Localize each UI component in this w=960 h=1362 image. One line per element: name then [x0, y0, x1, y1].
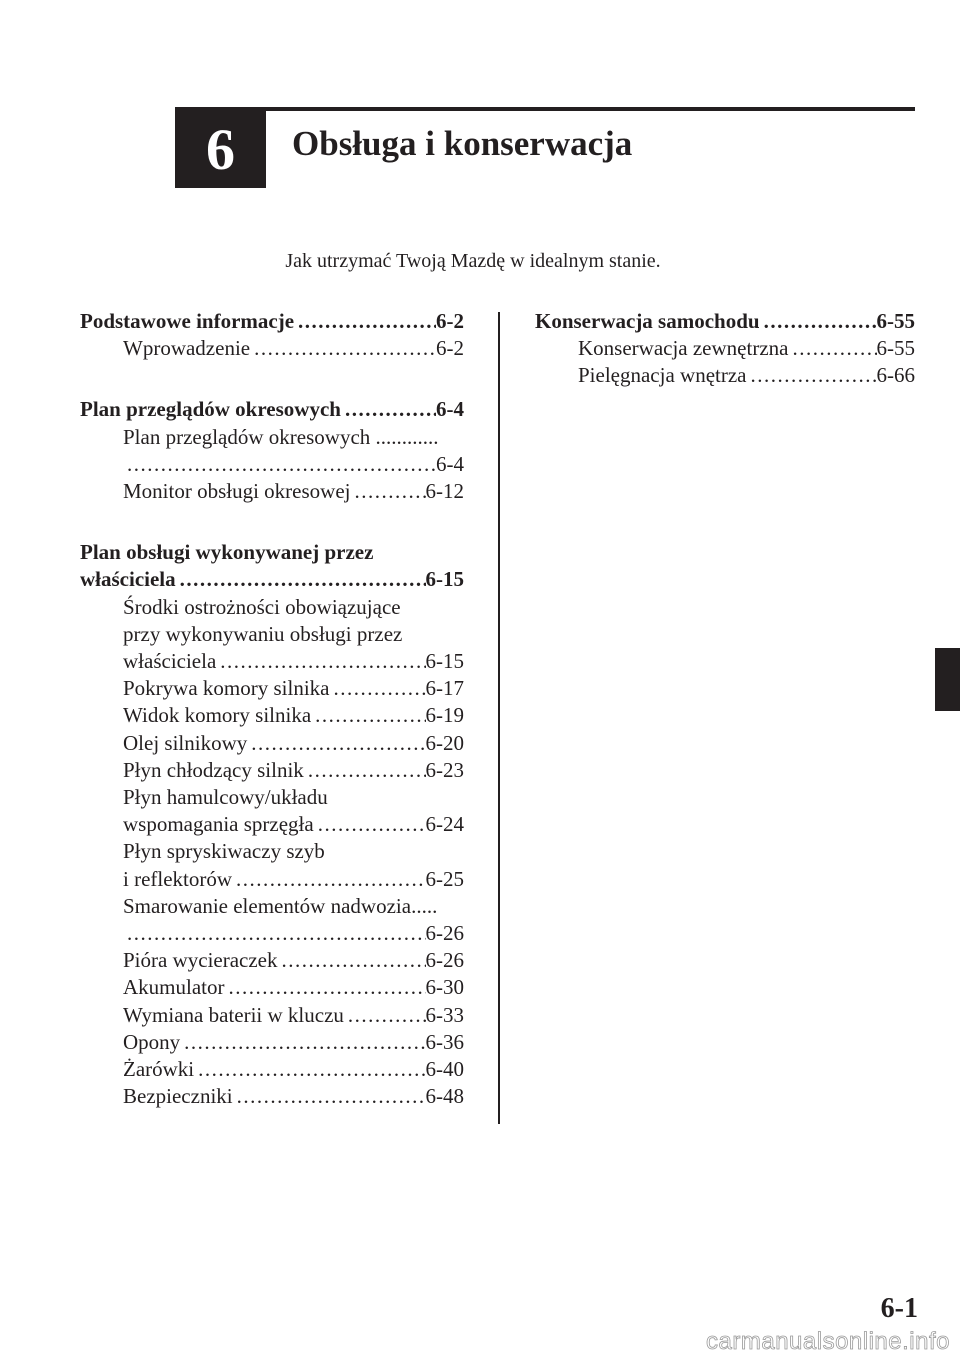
toc-section-heading[interactable]	[80, 539, 464, 593]
toc-leader-dots	[224, 974, 425, 1001]
chapter-number: 6	[206, 117, 235, 182]
chapter-title: Obsługa i konserwacja	[292, 124, 633, 163]
toc-entry-label: Widok komory silnika	[123, 703, 312, 728]
toc-subentry[interactable]	[80, 974, 464, 1001]
toc-entry-label: Wymiana baterii w kluczu	[123, 1002, 344, 1027]
toc-entry-label: właściciela	[80, 567, 176, 592]
toc-page-number: 6-19	[425, 703, 464, 728]
toc-subentry[interactable]	[80, 478, 464, 505]
toc-page-number: 6-23	[425, 757, 464, 782]
toc-entry-label: Pokrywa komory silnika	[123, 676, 330, 701]
toc-page-number: 6-15	[425, 567, 464, 592]
chapter-number-box	[175, 111, 266, 188]
toc-entry-label: Pióra wycieraczek	[123, 948, 278, 973]
toc-entry-label: Opony	[123, 1029, 181, 1054]
toc-entry	[123, 757, 464, 784]
toc-page-number: 6-24	[425, 812, 464, 837]
section-gap	[80, 362, 464, 396]
watermark-logo: carmanualsonline.info	[706, 1328, 950, 1355]
toc-subentry[interactable]	[80, 893, 464, 947]
toc-subentry[interactable]	[80, 1056, 464, 1083]
toc-entry-label: Żarówki	[123, 1057, 195, 1082]
toc-subentry-line: Płyn spryskiwaczy szyb	[123, 839, 325, 864]
toc-page-number: 6-30	[425, 975, 464, 1000]
column-divider	[498, 312, 500, 1124]
toc-leader-dots	[341, 396, 436, 423]
toc-subentry-line: przy wykonywaniu obsługi przez	[123, 621, 403, 646]
toc-entry	[123, 648, 464, 675]
toc-leader-dots	[247, 730, 425, 757]
toc-entry	[123, 947, 464, 974]
toc-page-number: 6-55	[876, 309, 915, 333]
toc-subentry-line: Smarowanie elementów nadwozia.....	[123, 893, 438, 918]
toc-entry	[123, 974, 464, 1001]
toc-page-number: 6-36	[425, 1029, 464, 1054]
toc-leader-dots	[123, 451, 436, 478]
toc-page-number: 6-25	[425, 866, 464, 891]
toc-page-number: 6-17	[425, 676, 464, 701]
toc-right-column	[535, 308, 915, 390]
toc-page-number: 6-40	[425, 1057, 464, 1082]
toc-subentry[interactable]	[80, 335, 464, 362]
toc-page-number: 6-26	[425, 921, 464, 946]
toc-leader-dots	[788, 335, 876, 362]
toc-subentry[interactable]	[80, 838, 464, 892]
toc-subentry[interactable]	[80, 1029, 464, 1056]
toc-subentry[interactable]	[80, 675, 464, 702]
toc-subentry-line: Plan przeglądów okresowych ............	[123, 424, 439, 449]
toc-section-heading[interactable]	[80, 308, 464, 335]
toc-subentry[interactable]	[80, 947, 464, 974]
toc-entry-label: Monitor obsługi okresowej	[123, 479, 351, 504]
toc-entry-label: Konserwacja zewnętrzna	[578, 336, 789, 361]
toc-left-column	[80, 308, 464, 1110]
toc-entry	[123, 1029, 464, 1056]
toc-page-number: 6-20	[425, 730, 464, 755]
toc-entry	[123, 675, 464, 702]
toc-entry	[123, 335, 464, 362]
toc-entry	[80, 396, 464, 423]
toc-subentry[interactable]	[80, 784, 464, 838]
toc-leader-dots	[194, 1056, 425, 1083]
toc-leader-dots	[278, 947, 426, 974]
toc-entry-label: Olej silnikowy	[123, 730, 248, 755]
toc-leader-dots	[180, 1029, 425, 1056]
toc-entry-label: Konserwacja samochodu	[535, 309, 760, 333]
toc-leader-dots	[329, 675, 425, 702]
toc-page-number: 6-55	[876, 336, 915, 361]
toc-entry-label: Wprowadzenie	[123, 336, 251, 361]
toc-entry-label: wspomagania sprzęgła	[123, 812, 314, 837]
toc-page-number: 6-66	[876, 363, 915, 388]
toc-subentry[interactable]	[80, 1002, 464, 1029]
toc-entry-label: Bezpieczniki	[123, 1084, 233, 1109]
toc-page-number: 6-4	[436, 397, 464, 422]
page-number: 6-1	[880, 1293, 918, 1324]
chapter-subtitle: Jak utrzymać Twoją Mazdę w idealnym stanie.	[285, 250, 661, 272]
toc-leader-dots	[747, 362, 877, 389]
toc-section-title-line: Plan obsługi wykonywanej przez	[80, 540, 374, 565]
toc-page-number: 6-26	[425, 948, 464, 973]
toc-subentry-line: Środki ostrożności obowiązujące	[123, 594, 401, 619]
toc-entry	[80, 308, 464, 335]
toc-entry-label: właściciela	[123, 649, 217, 674]
toc-entry-label: Podstawowe informacje	[80, 309, 295, 333]
toc-subentry[interactable]	[80, 757, 464, 784]
toc-entry	[535, 308, 915, 335]
toc-subentry[interactable]	[80, 594, 464, 676]
toc-entry	[123, 478, 464, 505]
toc-entry-label: Płyn chłodzący silnik	[123, 757, 304, 782]
toc-subentry-line: Płyn hamulcowy/układu	[123, 785, 328, 810]
toc-leader-dots	[232, 866, 425, 893]
toc-entry-label: i reflektorów	[123, 866, 233, 891]
toc-page-number: 6-4	[436, 451, 464, 476]
toc-subentry[interactable]	[535, 335, 915, 362]
toc-subentry[interactable]	[535, 362, 915, 389]
toc-leader-dots	[294, 308, 436, 335]
toc-entry	[123, 1056, 464, 1083]
toc-leader-dots	[176, 566, 426, 593]
chapter-side-tab	[935, 648, 960, 711]
toc-leader-dots	[350, 478, 425, 505]
toc-leader-dots	[344, 1002, 426, 1029]
toc-entry	[123, 866, 464, 893]
toc-entry-label: Plan przeglądów okresowych	[80, 397, 341, 422]
toc-leader-dots	[311, 702, 425, 729]
toc-subentry[interactable]	[80, 424, 464, 478]
toc-leader-dots	[123, 920, 426, 947]
toc-entry-label: Pielęgnacja wnętrza	[578, 363, 747, 388]
toc-entry	[578, 335, 915, 362]
toc-subentry[interactable]	[80, 1083, 464, 1110]
toc-page-number: 6-2	[436, 336, 464, 361]
toc-page-number: 6-2	[436, 309, 464, 333]
toc-entry	[123, 730, 464, 757]
chapter-top-rule	[175, 107, 915, 111]
toc-leader-dots	[304, 757, 426, 784]
toc-leader-dots	[233, 1083, 426, 1110]
toc-page-number: 6-48	[425, 1084, 464, 1109]
toc-leader-dots	[760, 308, 877, 335]
toc-section-heading[interactable]	[535, 308, 915, 335]
toc-entry	[123, 1083, 464, 1110]
toc-leader-dots	[250, 335, 436, 362]
toc-page-number: 6-33	[425, 1002, 464, 1027]
toc-entry	[123, 811, 464, 838]
toc-subentry[interactable]	[80, 702, 464, 729]
toc-leader-dots	[216, 648, 425, 675]
toc-entry	[80, 566, 464, 593]
toc-entry	[123, 702, 464, 729]
toc-entry	[123, 451, 464, 478]
toc-entry	[123, 1002, 464, 1029]
toc-section-heading[interactable]	[80, 396, 464, 423]
toc-page-number: 6-15	[425, 649, 464, 674]
toc-page-number: 6-12	[425, 479, 464, 504]
toc-entry	[123, 920, 464, 947]
section-gap	[80, 505, 464, 539]
toc-entry	[578, 362, 915, 389]
toc-subentry[interactable]	[80, 730, 464, 757]
toc-entry-label: Akumulator	[123, 975, 225, 1000]
toc-leader-dots	[314, 811, 426, 838]
